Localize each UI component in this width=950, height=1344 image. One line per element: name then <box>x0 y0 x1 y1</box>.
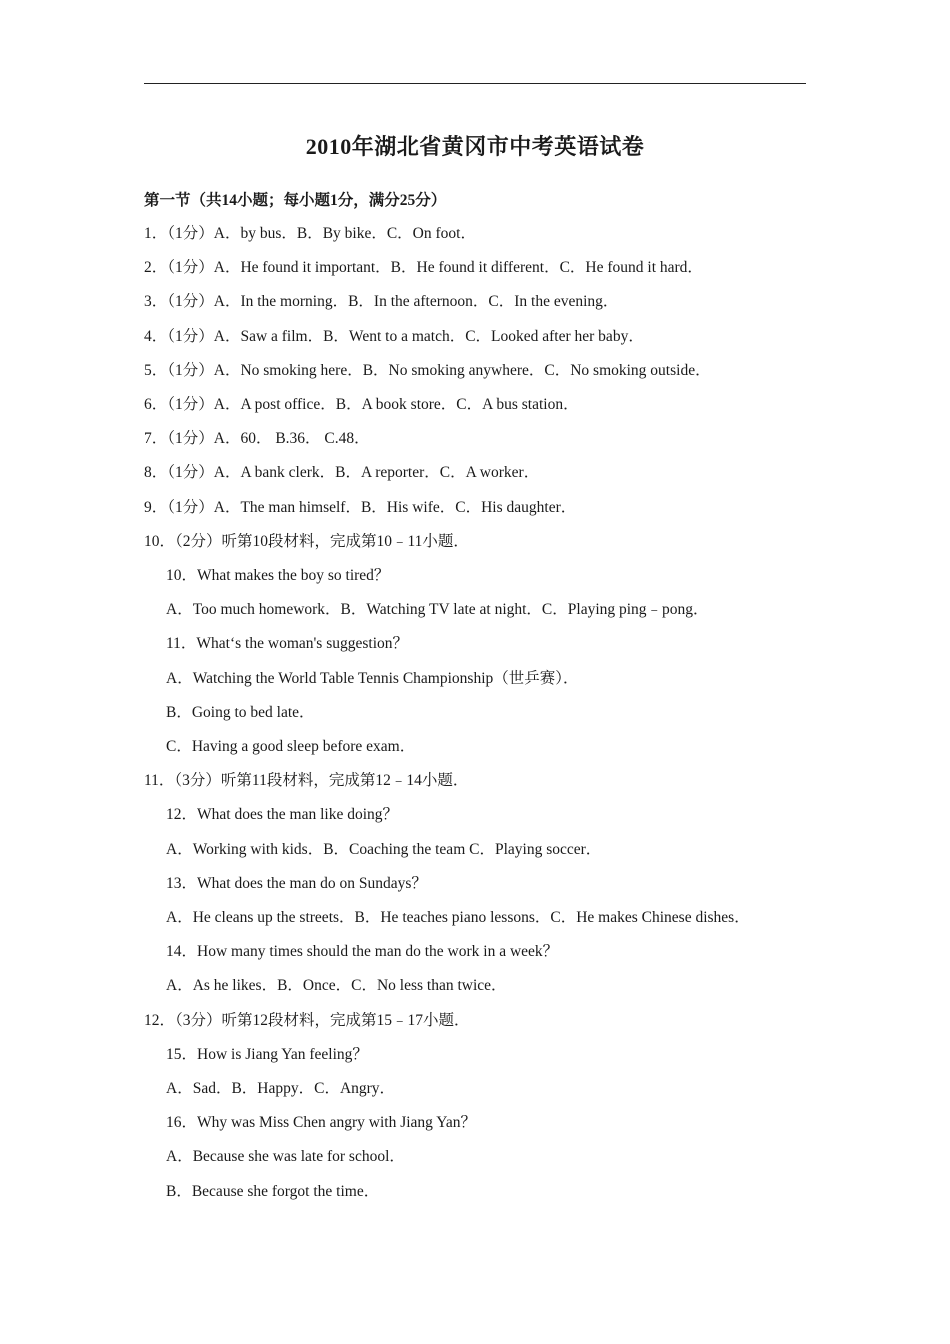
question-line: A．As he likes．B．Once．C．No less than twice． <box>166 977 507 995</box>
item-line: 7．（1分）A．60． B.36． C.48． <box>144 430 370 448</box>
section-heading: 第一节（共14小题；每小题1分，满分25分） <box>144 192 447 209</box>
question-line: A．Watching the World Table Tennis Championship（世乒赛）． <box>166 669 579 687</box>
item-line: 2．（1分）A．He found it important．B．He found it different．C．He found it hard． <box>144 259 703 277</box>
item-line: 1．（1分）A．by bus．B．By bike．C．On foot． <box>144 225 476 242</box>
question-line: A．Working with kids．B．Coaching the team C．Playing soccer． <box>166 840 602 858</box>
question-line: A．Too much homework．B．Watching TV late at night．C．Playing ping﹣pong． <box>166 601 709 619</box>
item-line: 9．（1分）A．The man himself．B．His wife．C．His daughter． <box>144 498 577 516</box>
question-line: A．He cleans up the streets．B．He teaches piano lessons．C．He makes Chinese dishes． <box>166 909 750 926</box>
item-line: 3．（1分）A．In the morning．B．In the afternoon．C．In the evening． <box>144 293 619 311</box>
question-line: 12．What does the man like doing？ <box>166 806 399 824</box>
question-line: 14．How many times should the man do the work in a week？ <box>166 943 559 961</box>
question-line: 10．What makes the boy so tired？ <box>166 567 390 584</box>
item-line: 12．（3分）听第12段材料，完成第15﹣17小题． <box>144 1011 470 1029</box>
question-line: 11．What‘s the woman's suggestion？ <box>166 635 409 653</box>
item-line: 11．（3分）听第11段材料，完成第12﹣14小题． <box>144 772 469 790</box>
item-line: 6．（1分）A．A post office．B．A book store．C．A bus station． <box>144 396 579 413</box>
question-line: B．Going to bed late． <box>166 703 315 721</box>
item-line: 4．（1分）A．Saw a film．B．Went to a match．C．Looked after her baby． <box>144 327 644 345</box>
question-line: 15．How is Jiang Yan feeling？ <box>166 1045 368 1063</box>
question-line: 13．What does the man do on Sundays？ <box>166 874 427 892</box>
item-line: 8．（1分）A．A bank clerk．B．A reporter．C．A worker． <box>144 464 540 482</box>
item-line: 10．（2分）听第10段材料，完成第10﹣11小题． <box>144 532 469 550</box>
header-rule <box>144 83 806 84</box>
item-line: 5．（1分）A．No smoking here．B．No smoking anywhere．C．No smoking outside． <box>144 361 711 379</box>
question-line: B．Because she forgot the time． <box>166 1182 380 1200</box>
question-line: A．Because she was late for school． <box>166 1148 405 1166</box>
question-line: C．Having a good sleep before exam． <box>166 738 416 755</box>
exam-title: 2010年湖北省黄冈市中考英语试卷 <box>305 134 645 159</box>
question-line: 16．Why was Miss Chen angry with Jiang Yan？ <box>166 1114 476 1132</box>
question-line: A．Sad．B．Happy．C．Angry． <box>166 1080 396 1097</box>
